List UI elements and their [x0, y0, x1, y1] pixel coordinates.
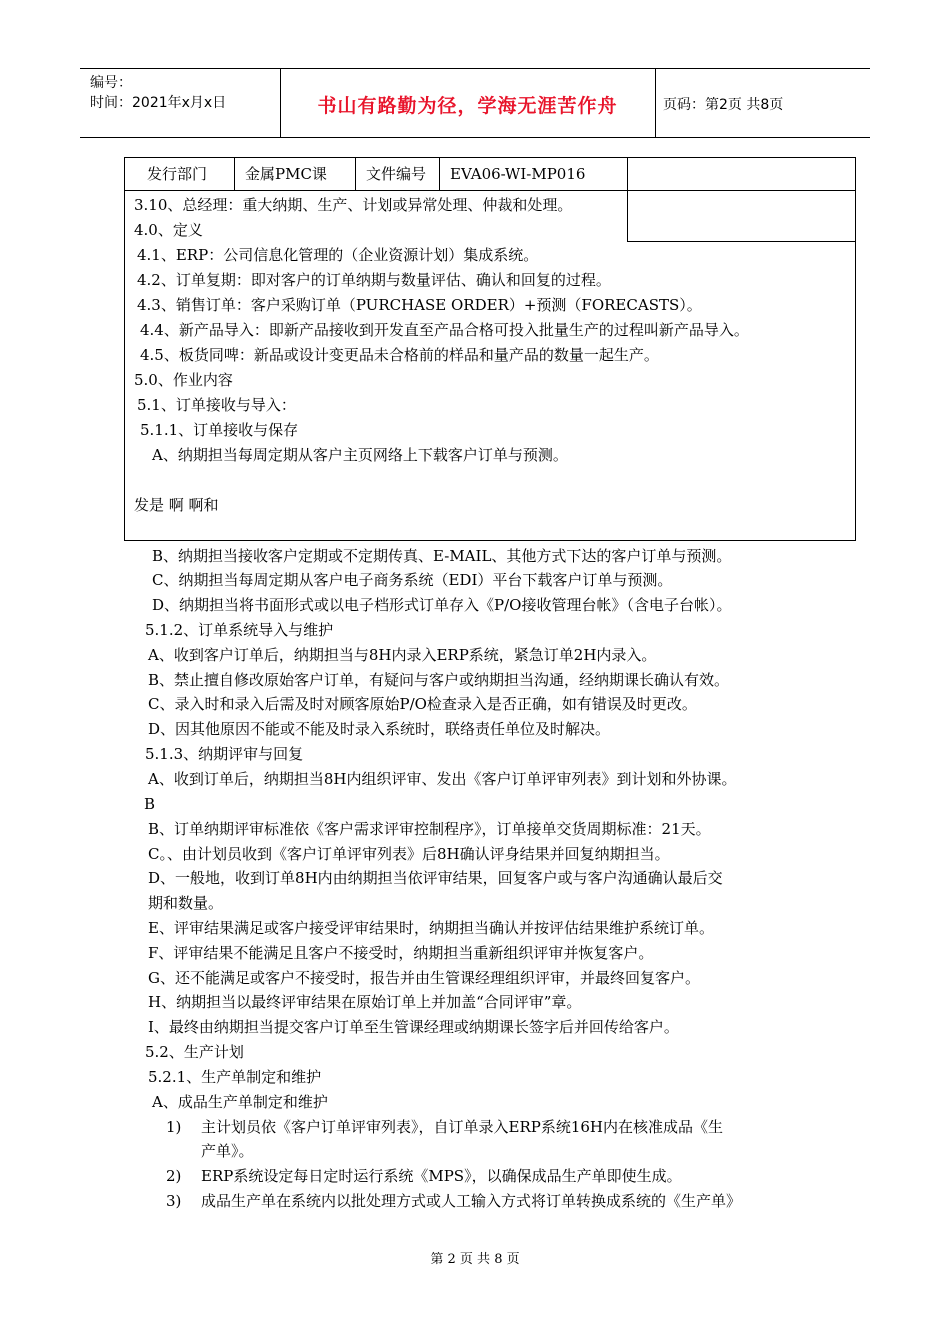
box-line: 4.2、订单复期：即对客户的订单纳期与数量评估、确认和回复的过程。 [137, 271, 611, 289]
box-line: 5.1、订单接收与导入： [137, 396, 296, 414]
body-line: D、一般地，收到订单8H内由纳期担当依评审结果，回复客户或与客户沟通确认最后交 [148, 869, 723, 887]
body-line: F、评审结果不能满足且客户不接受时，纳期担当重新组织评审并恢复客户。 [148, 944, 654, 962]
document-number-label: 编号： [90, 75, 132, 91]
box-line: A、纳期担当每周定期从客户主页网络上下载客户订单与预测。 [152, 446, 568, 464]
body-line: E、评审结果满足或客户接受评审结果时，纳期担当确认并按评估结果维护系统订单。 [148, 919, 714, 937]
body-line: H、纳期担当以最终评审结果在原始订单上并加盖“合同评审”章。 [148, 993, 582, 1011]
dept-value: 金属PMC课 [235, 158, 356, 190]
body-line: 5.2.1、生产单制定和维护 [148, 1068, 322, 1086]
box-line: 发是 啊 啊和 [134, 496, 219, 514]
body-line: C。、由计划员收到《客户订单评审列表》后8H确认评身结果并回复纳期担当。 [148, 845, 670, 863]
body-line: 成品生产单在系统内以批处理方式或人工输入方式将订单转换成系统的《生产单》 [201, 1192, 742, 1210]
box-line: 3.10、总经理：重大纳期、生产、计划或异常处理、仲裁和处理。 [134, 196, 573, 214]
body-line: B [144, 795, 156, 813]
header-page-info: 页码：第2页 共8页 [663, 97, 784, 113]
page-footer: 第 2 页 共 8 页 [430, 1252, 520, 1267]
dept-label: 发行部门 [125, 158, 235, 190]
box-line: 4.3、销售订单：客户采购订单（PURCHASE ORDER）+预测（FORECASTS）。 [137, 296, 702, 314]
body-line: ERP系统设定每日定时运行系统《MPS》，以确保成品生产单即使生成。 [201, 1167, 682, 1185]
box-line: 4.4、新产品导入：即新产品接收到开发直至产品合格可投入批量生产的过程叫新产品导入。 [140, 321, 749, 339]
body-line: C、纳期担当每周定期从客户电子商务系统（EDI）平台下载客户订单与预测。 [152, 571, 673, 589]
page-header [80, 68, 870, 138]
body-line: B、禁止擅自修改原始客户订单，有疑问与客户或纳期担当沟通，经纳期课长确认有效。 [148, 671, 730, 689]
list-marker: 2) [166, 1167, 182, 1185]
docno-value: EVA06-WI-MP016 [440, 158, 628, 190]
body-line: I、最终由纳期担当提交客户订单至生管课经理或纳期课长签字后并回传给客户。 [148, 1018, 679, 1036]
body-line: 期和数量。 [148, 894, 224, 912]
header-motto: 书山有路勤为径，学海无涯苦作舟 [317, 95, 618, 117]
document-time-label: 时间：2021年x月x日 [90, 95, 227, 111]
body-line: 5.1.3、纳期评审与回复 [145, 745, 304, 763]
list-marker: 1) [166, 1118, 182, 1136]
header-meta [90, 73, 226, 113]
body-line: A、收到订单后，纳期担当8H内组织评审、发出《客户订单评审列表》到计划和外协课。 [148, 770, 737, 788]
body-line: C、录入时和录入后需及时对顾客原始P/O检查录入是否正确，如有错误及时更改。 [148, 695, 697, 713]
list-marker: 3) [166, 1192, 182, 1210]
body-line: B、订单纳期评审标准依《客户需求评审控制程序》，订单接单交货周期标准：21天。 [148, 820, 711, 838]
box-line: 5.1.1、订单接收与保存 [140, 421, 299, 439]
box-line: 4.0、定义 [134, 221, 203, 239]
body-line: B、纳期担当接收客户定期或不定期传真、E-MAIL、其他方式下达的客户订单与预测。 [152, 547, 732, 565]
body-line: A、成品生产单制定和维护 [152, 1093, 328, 1111]
body-line: D、因其他原因不能或不能及时录入系统时，联络责任单位及时解决。 [148, 720, 611, 738]
box-line: 4.5、板货同啤：新品或设计变更品未合格前的样品和量产品的数量一起生产。 [140, 346, 659, 364]
table-corner-cell [627, 191, 856, 242]
body-line: 5.1.2、订单系统导入与维护 [145, 621, 334, 639]
body-line: A、收到客户订单后，纳期担当与8H内录入ERP系统，紧急订单2H内录入。 [148, 646, 657, 664]
header-divider [655, 69, 656, 137]
body-line: 主计划员依《客户订单评审列表》，自订单录入ERP系统16H内在核准成品《生 [201, 1118, 724, 1136]
docno-label: 文件编号 [356, 158, 440, 190]
body-line: 5.2、生产计划 [145, 1043, 244, 1061]
body-line: D、纳期担当将书面形式或以电子档形式订单存入《P/O接收管理台帐》（含电子台帐）。 [152, 596, 732, 614]
body-line: G、还不能满足或客户不接受时，报告并由生管课经理组织评审，并最终回复客户。 [148, 969, 700, 987]
box-line: 5.0、作业内容 [134, 371, 233, 389]
body-line: 产单》。 [201, 1142, 254, 1160]
box-line: 4.1、ERP：公司信息化管理的（企业资源计划）集成系统。 [137, 246, 539, 264]
